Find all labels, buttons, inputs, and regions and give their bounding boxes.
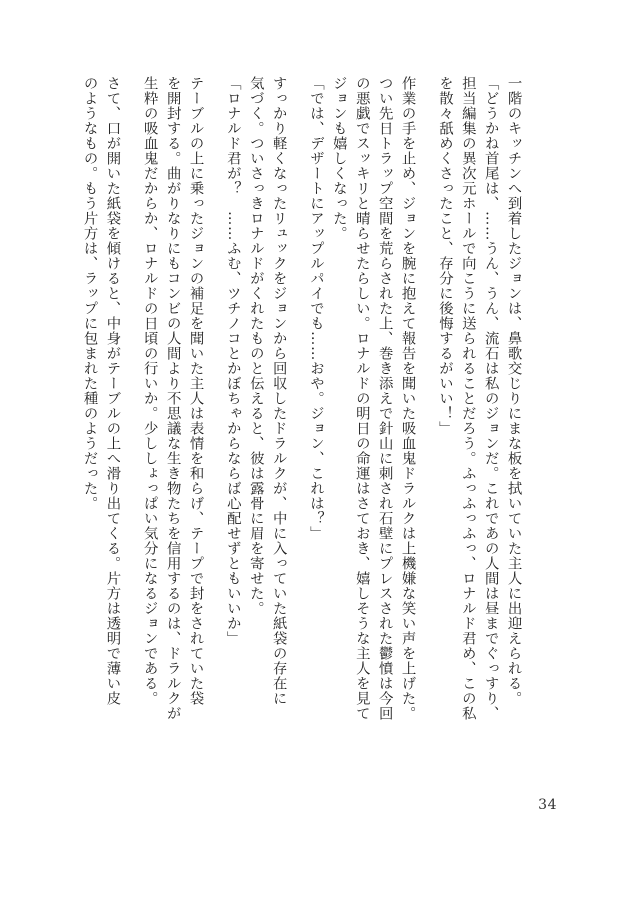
text-line: 作業の手を止め、ジョンを腕に抱えて報告を聞いた吸血鬼ドラルクは上機嫌な笑い声を上げた。: [399, 76, 416, 721]
text-line: 「どうかね首尾は、……うん、うん、流石は私のジョンだ。これであの人間は昼までぐっすり、: [482, 76, 499, 721]
vertical-text-block: [78, 76, 539, 791]
text-line: の悪戯でスッキリと晴らせたらしい。ロナルドの明日の命運はさておき、嬉しそうな主人を見て: [353, 76, 370, 721]
text-line: 一階のキッチンへ到着したジョンは、鼻歌交じりにまな板を拭いていた主人に出迎えられる。: [505, 76, 522, 706]
text-line: すっかり軽くなったリュックをジョンから回収したドラルクが、中に入っていた紙袋の存在に: [270, 76, 287, 706]
text-line: つい先日トラップ空間を荒らされた上、巻き添えで針山に刺され石壁にプレスされた鬱憤は今回: [376, 76, 393, 721]
text-line: を開封する。曲がりなりにもコンビの人間より不思議な生き物たちを信用するのは、ドラルクが: [164, 76, 181, 721]
text-line: テーブルの上に乗ったジョンの補足を聞いた主人は表情を和らげ、テープで封をされていた袋: [187, 76, 204, 706]
text-line: さて、口が開いた紙袋を傾けると、中身がテーブルの上へ滑り出てくる。片方は透明で薄い皮: [104, 76, 121, 706]
text-line: ジョンも嬉しくなった。: [330, 76, 347, 241]
text-line: のようなもの。もう片方は、ラップに包まれた種のようだった。: [81, 76, 98, 511]
text-line: 「ロナルド君が？ ……ふむ、ツチノコとかぼちゃからならば心配せずともいいか」: [224, 76, 241, 646]
text-line: 「では、デザートにアップルパイでも……おや。ジョン、これは？」: [307, 76, 324, 541]
page-number: 34: [538, 797, 557, 813]
text-line: 気づく。ついさっきロナルドがくれたものと伝えると、彼は露骨に眉を寄せた。: [247, 76, 264, 616]
text-line: 担当編集の異次元ホールで向こうに送られることだろう。ふっふっふっ、ロナルド君め、この私: [459, 76, 476, 721]
text-line: 生粋の吸血鬼だからか、ロナルドの日頃の行いか。少ししょっぱい気分になるジョンである。: [141, 76, 158, 706]
text-line: を散々舐めくさったこと、存分に後悔するがいい！」: [436, 76, 453, 436]
